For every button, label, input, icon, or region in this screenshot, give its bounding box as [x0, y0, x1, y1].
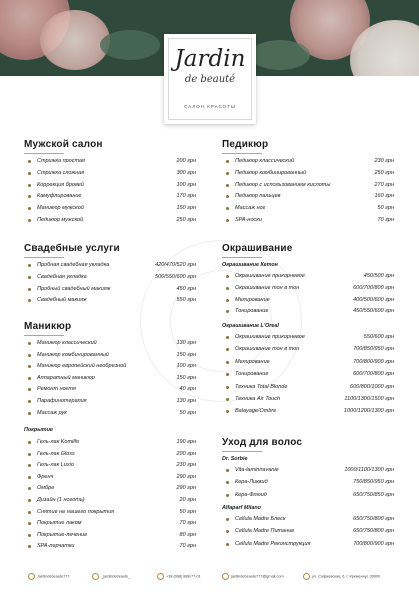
service-name: Свадебный макияж: [37, 297, 87, 304]
service-name: Стрижка простая: [37, 158, 85, 164]
service-price: 20 грн: [179, 497, 196, 503]
service-price: 250 грн: [374, 169, 394, 176]
bullet-icon: [226, 543, 229, 546]
service-price: 200 грн: [176, 158, 196, 164]
service-price: 450 грн: [176, 285, 196, 292]
bullet-icon: [226, 494, 229, 497]
logo-tagline: САЛОН КРАСОТЫ: [184, 104, 236, 109]
service-name: Cellula Madre Блеск: [235, 516, 286, 522]
service-name: Педикюр пальцев: [235, 193, 281, 200]
subsection-title-coating: Покрытие: [24, 427, 53, 433]
service-price: 600/800/1000 грн: [350, 383, 394, 390]
service-price: 1000/1200/1300 грн: [343, 408, 394, 415]
bullet-icon: [28, 288, 31, 291]
bullet-icon: [226, 530, 229, 533]
bullet-icon: [226, 219, 229, 222]
footer-email-text: jardindebeaute777@gmail.com: [231, 574, 284, 579]
section-title-coloring: Окрашивание: [222, 243, 293, 254]
phone-icon: [157, 573, 164, 580]
section-title-pedicure: Педикюр: [222, 139, 269, 150]
service-price: 300 грн: [176, 169, 196, 176]
section-rule: [24, 257, 64, 258]
service-price: 700/850/950 грн: [353, 346, 394, 353]
price-row: [226, 490, 394, 500]
price-row: [28, 408, 196, 418]
service-name: Окрашивание тон в тон: [235, 284, 300, 291]
price-row: [226, 539, 394, 549]
price-row: [28, 518, 196, 528]
subsection-title-alfaparf: Alfaparf Milano: [222, 505, 261, 511]
bullet-icon: [28, 365, 31, 368]
service-price: 750/850/950 грн: [353, 479, 394, 486]
price-row: [226, 406, 394, 416]
section-rule: [222, 153, 262, 154]
service-price: 160 грн: [374, 193, 394, 200]
service-name: Свадебная укладка: [37, 273, 87, 280]
bullet-icon: [28, 276, 31, 279]
service-name: Тонирование: [235, 308, 269, 315]
price-row: [226, 283, 394, 293]
price-row: [226, 295, 394, 305]
service-price: 130 грн: [176, 340, 196, 346]
price-row: [28, 180, 196, 190]
footer-facebook[interactable]: [28, 573, 70, 580]
bullet-icon: [28, 377, 31, 380]
service-name: Гель-лак Gloss: [37, 450, 75, 457]
service-price: 400/500/600 грн: [353, 296, 394, 303]
service-price: 550/600 грн: [363, 334, 394, 340]
bullet-icon: [226, 275, 229, 278]
service-name: Техника Total Blonde: [235, 383, 288, 390]
price-row: [226, 382, 394, 392]
subsection-title-loreal: Окрашивание L'Oreal: [222, 323, 279, 329]
footer-email[interactable]: [222, 573, 284, 580]
subsection-title-sorbie: Dr. Sorbie: [222, 456, 248, 462]
bullet-icon: [226, 410, 229, 413]
service-name: Покрытие-лечение: [37, 531, 88, 538]
service-name: Кера-Ликвид: [235, 479, 268, 486]
bullet-icon: [226, 172, 229, 175]
footer-address: [303, 573, 380, 580]
bullet-icon: [28, 299, 31, 302]
instagram-icon: [92, 573, 99, 580]
service-price: 170 грн: [176, 193, 196, 200]
bullet-icon: [28, 534, 31, 537]
service-name: Окрашивание прикорневое: [235, 334, 305, 340]
service-price: 450/550/600 грн: [353, 308, 394, 315]
service-name: Дизайн (1 ноготь): [37, 497, 85, 503]
section-title-mens: Мужской салон: [24, 139, 103, 150]
peony-decoration: [40, 10, 110, 70]
bullet-icon: [28, 195, 31, 198]
bullet-icon: [226, 386, 229, 389]
service-name: Тонирование: [235, 371, 269, 378]
bullet-icon: [28, 219, 31, 222]
service-name: Кера-Флюид: [235, 491, 267, 498]
price-row: [28, 215, 196, 225]
footer-phone[interactable]: [157, 573, 201, 580]
service-name: Vita-laminiravanie: [235, 467, 279, 473]
footer: [0, 570, 419, 584]
price-row: [226, 514, 394, 524]
service-price: 50 грн: [179, 508, 196, 515]
leaf-decoration: [100, 30, 160, 60]
service-price: 230 грн: [374, 158, 394, 164]
service-price: 70 грн: [179, 520, 196, 527]
logo-card: [164, 34, 256, 124]
bullet-icon: [28, 487, 31, 490]
bullet-icon: [226, 310, 229, 313]
price-row: [28, 338, 196, 348]
service-price: 1000/1100/1300 грн: [344, 467, 394, 473]
service-name: Пробный свадебный макияж: [37, 285, 111, 292]
service-name: Мелирование: [235, 358, 270, 365]
service-name: Окрашивание прикорневое: [235, 273, 305, 279]
service-price: 550 грн: [176, 297, 196, 304]
service-price: 80 грн: [179, 531, 196, 538]
bullet-icon: [28, 160, 31, 163]
bullet-icon: [28, 464, 31, 467]
bullet-icon: [28, 522, 31, 525]
price-row: [226, 526, 394, 536]
service-name: Массаж рук: [37, 409, 67, 416]
price-row: [28, 495, 196, 505]
price-row: [226, 271, 394, 281]
leaf-decoration: [250, 40, 310, 70]
service-price: 700/800/900 грн: [353, 358, 394, 365]
bullet-icon: [226, 398, 229, 401]
service-price: 700/800/900 грн: [353, 540, 394, 547]
service-name: Парафинотерапия: [37, 398, 87, 404]
price-row: [226, 357, 394, 367]
email-icon: [222, 573, 229, 580]
section-rule: [24, 335, 64, 336]
price-row: [28, 373, 196, 383]
service-name: Омбре: [37, 485, 55, 492]
logo-subtitle: de beauté: [184, 74, 236, 85]
service-name: SPA-перчатки: [37, 543, 75, 550]
service-price: 40 грн: [179, 386, 196, 393]
price-row: [28, 350, 196, 360]
price-row: [28, 156, 196, 166]
price-row: [226, 168, 394, 178]
bullet-icon: [226, 361, 229, 364]
service-price: 1100/1300/1500 грн: [344, 396, 394, 402]
service-name: Техника Air Touch: [235, 396, 281, 402]
service-price: 100 грн: [176, 363, 196, 370]
service-price: 250 грн: [176, 217, 196, 223]
service-name: Педикюр с использованием кислоты: [235, 181, 331, 188]
price-row: [28, 483, 196, 493]
service-name: Педикюр классический: [235, 158, 295, 164]
service-price: 150 грн: [176, 205, 196, 212]
price-row: [28, 295, 196, 305]
price-row: [28, 284, 196, 294]
section-rule: [24, 153, 64, 154]
service-price: 190 грн: [176, 439, 196, 445]
bullet-icon: [28, 545, 31, 548]
service-name: Гель-лак Luxio: [37, 462, 74, 469]
service-name: Маникюр классический: [37, 340, 97, 346]
facebook-icon: [28, 573, 35, 580]
bullet-icon: [226, 373, 229, 376]
price-row: [28, 437, 196, 447]
service-price: 650/750/850 грн: [353, 491, 394, 498]
service-name: Маникюр комбинированный: [37, 351, 109, 358]
price-row: [28, 384, 196, 394]
price-row: [28, 541, 196, 551]
price-row: [226, 180, 394, 190]
service-name: Педикюр мужской: [37, 217, 84, 223]
section-title-haircare: Уход для волос: [222, 437, 303, 448]
service-price: 600/700/800 грн: [353, 371, 394, 378]
footer-address-text: ул. Софиевская, 6, г. Кременчуг, 39600: [312, 574, 381, 579]
service-name: Маникюр мужской: [37, 205, 84, 212]
bullet-icon: [226, 518, 229, 521]
service-name: Ремонт ногтя: [37, 386, 76, 393]
bullet-icon: [28, 388, 31, 391]
service-name: Покрытие лаком: [37, 520, 82, 527]
service-price: 600/700/800 грн: [353, 284, 394, 291]
price-row: [28, 260, 196, 270]
service-name: Cellula Madre Питание: [235, 528, 295, 535]
service-price: 290 грн: [176, 485, 196, 492]
service-name: Стрижка сложная: [37, 169, 85, 176]
service-name: Пробная свадебная укладка: [37, 262, 110, 268]
service-name: Маникюр европейский необрезной: [37, 363, 127, 370]
bullet-icon: [28, 184, 31, 187]
price-row: [226, 465, 394, 475]
service-name: Мелирование: [235, 296, 270, 303]
price-row: [226, 203, 394, 213]
section-title-manicure: Маникюр: [24, 321, 72, 332]
service-name: Снятие не нашего покрытия: [37, 508, 115, 515]
price-row: [28, 472, 196, 482]
bullet-icon: [28, 207, 31, 210]
bullet-icon: [28, 400, 31, 403]
bullet-icon: [226, 160, 229, 163]
service-name: Камуфлирование: [37, 193, 82, 200]
bullet-icon: [226, 195, 229, 198]
bullet-icon: [28, 412, 31, 415]
bullet-icon: [28, 499, 31, 502]
location-icon: [303, 573, 310, 580]
price-row: [28, 191, 196, 201]
service-price: 100 грн: [176, 181, 196, 188]
price-row: [28, 361, 196, 371]
service-name: Гель-лак Komilfo: [37, 439, 80, 445]
bullet-icon: [226, 287, 229, 290]
section-rule: [222, 257, 262, 258]
footer-phone-text: +38 (098) 888-77-01: [166, 574, 201, 579]
bullet-icon: [28, 453, 31, 456]
service-name: Cellula Madre Реконструкция: [235, 540, 311, 547]
service-price: 450/500 грн: [363, 273, 394, 279]
price-row: [226, 215, 394, 225]
section-title-wedding: Свадебные услуги: [24, 243, 120, 254]
price-row: [226, 369, 394, 379]
price-row: [226, 306, 394, 316]
service-price: 50 грн: [179, 409, 196, 416]
price-row: [226, 156, 394, 166]
price-row: [226, 191, 394, 201]
price-row: [28, 507, 196, 517]
service-price: 650/750/800 грн: [353, 516, 394, 522]
service-price: 50 грн: [377, 205, 394, 212]
price-row: [226, 477, 394, 487]
bullet-icon: [226, 299, 229, 302]
price-row: [226, 344, 394, 354]
bullet-icon: [226, 481, 229, 484]
price-row: [28, 460, 196, 470]
footer-facebook-text: Jardindebeaute777: [37, 574, 70, 579]
bullet-icon: [226, 348, 229, 351]
service-price: 70 грн: [377, 217, 394, 223]
service-name: Balayage/Ombre: [235, 408, 277, 415]
bullet-icon: [226, 469, 229, 472]
bullet-icon: [226, 336, 229, 339]
bullet-icon: [226, 207, 229, 210]
price-row: [28, 396, 196, 406]
service-price: 290 грн: [176, 473, 196, 480]
bullet-icon: [28, 172, 31, 175]
service-name: Френч: [37, 473, 54, 480]
service-name: Педикюр комбинированный: [235, 169, 307, 176]
bullet-icon: [28, 441, 31, 444]
service-price: 70 грн: [179, 543, 196, 550]
footer-instagram-text: _jardindebeaute_: [101, 574, 131, 579]
service-price: 650/750/800 грн: [353, 528, 394, 535]
service-name: Коррекция бровей: [37, 181, 84, 188]
service-price: 230 грн: [176, 462, 196, 469]
service-price: 500/550/600 грн: [155, 273, 196, 280]
footer-instagram[interactable]: [92, 573, 130, 580]
service-price: 200 грн: [176, 450, 196, 457]
bullet-icon: [28, 476, 31, 479]
price-row: [226, 394, 394, 404]
bullet-icon: [28, 511, 31, 514]
service-price: 270 грн: [374, 181, 394, 188]
service-name: Окрашивание тон в тон: [235, 346, 300, 353]
service-name: Массаж ног: [235, 205, 266, 212]
section-rule: [222, 451, 262, 452]
bullet-icon: [28, 342, 31, 345]
price-row: [226, 332, 394, 342]
price-row: [28, 449, 196, 459]
service-name: SPA-носки: [235, 217, 262, 223]
price-row: [28, 203, 196, 213]
service-name: Аппаратный маникюр: [37, 374, 95, 381]
bullet-icon: [226, 184, 229, 187]
bullet-icon: [28, 354, 31, 357]
price-row: [28, 272, 196, 282]
service-price: 150 грн: [176, 351, 196, 358]
logo-title: Jardin: [174, 46, 246, 72]
subsection-title-ketom: Окрашивание Кетон: [222, 262, 278, 268]
bullet-icon: [28, 264, 31, 267]
service-price: 420/470/520 грн: [155, 262, 196, 268]
service-price: 130 грн: [176, 398, 196, 404]
price-row: [28, 168, 196, 178]
price-row: [28, 530, 196, 540]
service-price: 150 грн: [176, 374, 196, 381]
